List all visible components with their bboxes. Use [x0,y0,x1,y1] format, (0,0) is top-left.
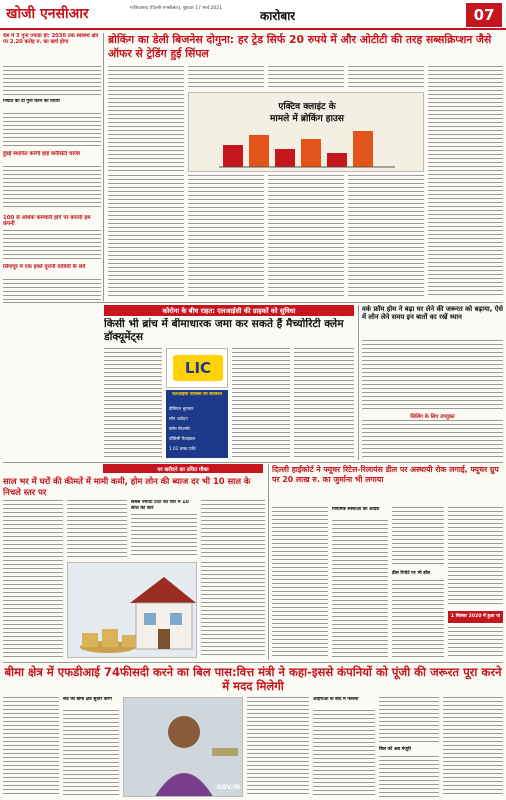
finance-minister-photo [123,697,243,797]
lead-headline: ब्रोकिंग का डेली बिजनेस दोगुना: हर ट्रेड सिर्फ 20 रुपये में और ओटीटी की तरह सब्सक्रिप्शन जैसे ऑफर से ट्रेडिंग हुई सिंपल [108,33,492,60]
lic-box-item: प्रीमियम भुगतान [169,406,194,411]
wfh-highlight: सिलिंग के लिए उपयुक्त [410,414,455,420]
lic-logo: LIC [173,355,223,381]
lic-box-item: क्लेम सेटलमेंट [169,426,191,431]
graphic-bars [219,127,395,169]
wfh-headline: वर्क फ्रॉम होम ने बढ़ा घर लेने की जरूरत को बढ़ाया, ऐसे में लोन लेने समय इन बातों का रखें ध्यान [362,305,503,322]
lic-strap [104,305,354,316]
sbi-headline: साल भर में घरों की कीमतें में मामी कमी, होम लोन की ब्याज दर भी 10 साल के निचले स्तर पर [3,476,251,497]
delhi-side-head: डील रिपोर्ट पर भी डॉल [392,571,431,576]
lic-strap-text: कोरोना के बीच राहत: एलआईसी की ग्राहकों को सुविधा [162,307,296,315]
lic-box-title: एलआईसी पॉलिसी की सर्विसेज [172,392,222,397]
delhi-date-box-text: 1 सितंबर 2020 में हुआ था [450,614,501,619]
photo-watermark: GOV.IN [216,784,240,791]
house-icon [68,563,197,658]
graphic-title-line1: एक्टिव क्लाइंट के [278,102,336,112]
delhi-strap: नियामक संस्थाओं को आदेश [332,507,380,512]
subhead-hyundai: हुंडई स्थापित करेगी हाई कपैसिटी चार्जर [3,151,81,157]
insurance-subhead-2: आईपीओ के बाद में फैसला [313,697,359,702]
graphic-title-line2: मामले में ब्रोकिंग हाउस [270,114,344,124]
subhead-export: निर्यात को दो गुना करने की तैयारी [3,99,60,104]
masthead [0,0,506,30]
top-left-headline: देश में 3 गुना ज्यादा हो: 2030 तक स्वास्थ्य क्षेत्र पर 2.20 करोड़ रु. का खर्च होगा [3,33,99,46]
delhi-date-box [448,611,503,623]
person-icon [124,698,243,797]
insurance-headline: बीमा क्षेत्र में एफडीआई 74फीसदी करने का बिल पास:वित्त मंत्री ने कहा-इससे कंपनियों को पूंजी की जरूरत पूरा करने में मदद मिलेगी [4,665,502,694]
subhead-singapore: सिंगापुर में एक हफ्ते पुरानी यात्रियों के सर्वे [3,264,86,270]
sbi-strap-text: घर खरीदने का उचित मौका [157,467,209,473]
sbi-strap [103,464,263,473]
lic-box-item: लोन आवेदन [169,416,188,421]
lic-logo-block [166,348,228,388]
insurance-subhead-1: सर्वे जो बीमा क्षेत्र सुधार करेंगे [63,697,112,702]
top-left-column [3,33,101,301]
lic-box [166,390,228,458]
insurance-subhead-3: बिल को अब मंजूरी [379,747,411,752]
section-title: कारोबार [260,9,296,23]
house-coins-image [67,562,197,658]
newspaper-logo: खोजी एनसीआर [6,6,89,22]
page-number: 07 [466,3,502,27]
lic-box-item: पॉलिसी रिवाइवल [169,436,196,441]
dateline: गाजियाबाद (दिल्ली-एनसीआर), बुधवार 17 मार्च 2021 [130,6,222,11]
delhi-headline: दिल्ली हाईकोर्ट ने फ्यूचर रिटेल-रिलायंस डील पर अस्थायी रोक लगाई, फ्यूचर ग्रुप पर 20 लाख रु. का जुर्माना भी लगाया [272,465,499,484]
subhead-company: 100 से अधिक कर्मचारी होंगे पर बनायी हम कंपनी [3,215,91,228]
broking-graphic [188,92,424,172]
sbi-subhead: सबसे ज्यादा टाटा की चार में 10 साल का स्तर [131,500,189,511]
lic-headline: किसी भी ब्रांच में बीमाधारक जमा कर सकते हैं मैच्योरिटी क्लेम डॉक्यूमेंट्स [104,318,344,343]
lic-box-item: 1.02 लाख एजेंट [169,446,196,451]
